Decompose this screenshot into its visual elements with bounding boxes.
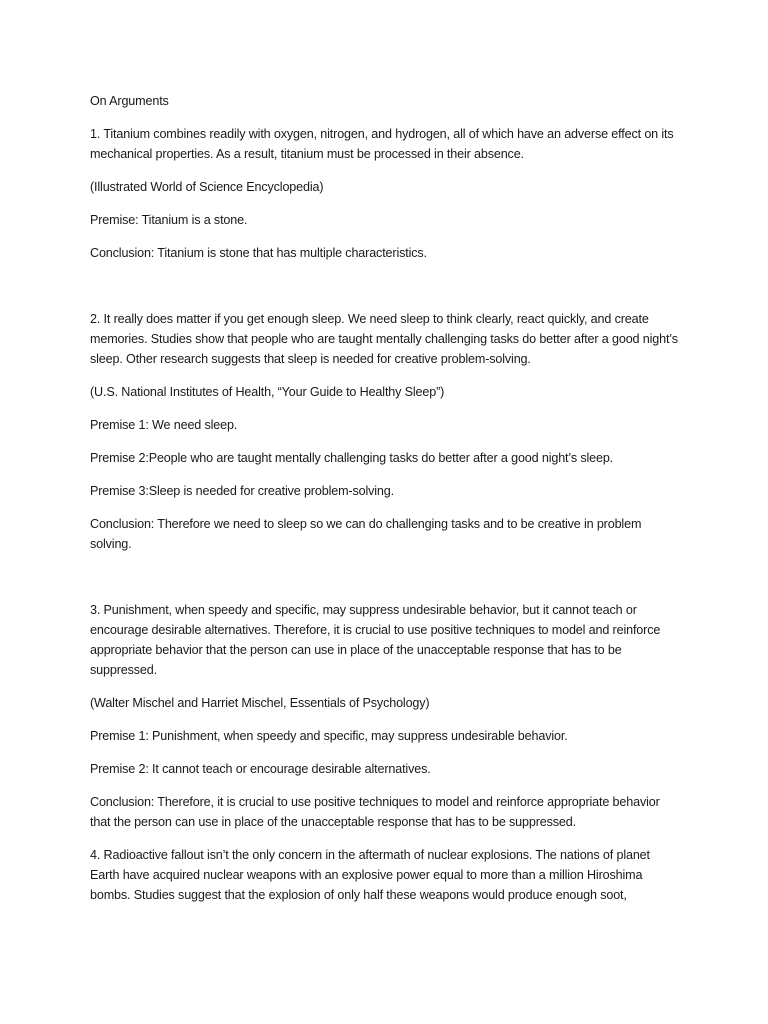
argument-2-premise-2: Premise 2:People who are taught mentally challenging tasks do better after a good night’s sleep. [90, 451, 614, 465]
argument-3-premise-2: Premise 2: It cannot teach or encourage desirable alternatives. [90, 762, 431, 776]
argument-2-premise-3: Premise 3:Sleep is needed for creative problem-solving. [90, 484, 394, 498]
argument-2-source: (U.S. National Institutes of Health, “Your Guide to Healthy Sleep”) [90, 385, 445, 399]
argument-3-conclusion: Conclusion: Therefore, it is crucial to use positive techniques to model and reinforce appropriate behavior that the person can use in place of the unacceptable response that has to be suppressed. [90, 795, 660, 829]
document-title: On Arguments [90, 94, 169, 108]
argument-1-premise: Premise: Titanium is a stone. [90, 213, 248, 227]
argument-2-conclusion: Conclusion: Therefore we need to sleep so we can do challenging tasks and to be creative in problem solving. [90, 517, 642, 551]
argument-1-source: (Illustrated World of Science Encyclopedia) [90, 180, 324, 194]
argument-3-premise-1: Premise 1: Punishment, when speedy and specific, may suppress undesirable behavior. [90, 729, 568, 743]
argument-2-passage: 2. It really does matter if you get enough sleep. We need sleep to think clearly, react quickly, and create memories. Studies show that people who are taught mentally challenging tasks do better after a good night’s sleep. Other research suggests that sleep is needed for creative problem-solving. [90, 312, 678, 366]
argument-2-premise-1: Premise 1: We need sleep. [90, 418, 238, 432]
argument-4-passage: 4. Radioactive fallout isn’t the only concern in the aftermath of nuclear explosions. The nations of planet Earth have acquired nuclear weapons with an explosive power equal to more than a million Hiroshima bombs. Studies suggest that the explosion of only half these weapons would produce enough soot, [90, 848, 650, 902]
argument-3-passage: 3. Punishment, when speedy and specific, may suppress undesirable behavior, but it cannot teach or encourage desirable alternatives. Therefore, it is crucial to use positive techniques to model and reinforce appropriate behavior that the person can use in place of the unacceptable response that has to be suppressed. [90, 603, 661, 677]
argument-1-passage: 1. Titanium combines readily with oxygen, nitrogen, and hydrogen, all of which have an adverse effect on its mechanical properties. As a result, titanium must be processed in their absence. [90, 127, 674, 161]
argument-3-source: (Walter Mischel and Harriet Mischel, Essentials of Psychology) [90, 696, 430, 710]
argument-1-conclusion: Conclusion: Titanium is stone that has multiple characteristics. [90, 246, 427, 260]
document-body [90, 91, 680, 918]
